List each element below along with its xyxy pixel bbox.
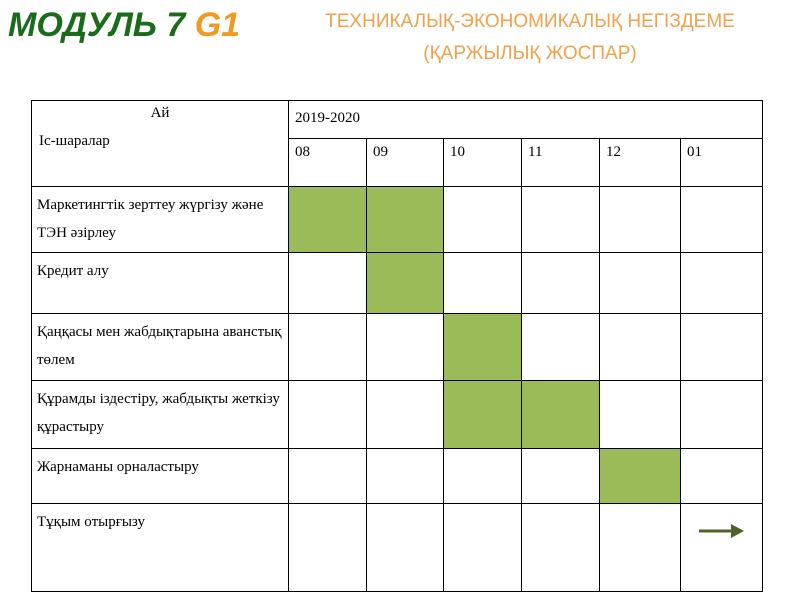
schedule-cell-filled <box>444 314 522 381</box>
schedule-cell-empty <box>522 253 600 314</box>
table-row <box>32 504 763 592</box>
module-label: МОДУЛЬ 7 <box>8 6 195 44</box>
schedule-cell-filled <box>367 187 444 253</box>
schedule-table <box>31 100 763 592</box>
schedule-cell-empty <box>681 449 763 504</box>
schedule-cell-empty <box>289 449 367 504</box>
schedule-cell-empty <box>522 449 600 504</box>
schedule-cell-empty <box>289 381 367 449</box>
activity-label: Құрамды іздестіру, жабдықты жеткізу құрастыру <box>32 381 289 449</box>
header-corner-cell <box>32 101 289 187</box>
activity-label: Қаңқасы мен жабдықтарына аванстық төлем <box>32 314 289 381</box>
schedule-cell-empty <box>367 504 444 592</box>
schedule-cell-empty <box>522 504 600 592</box>
activity-label: Тұқым отырғызу <box>32 504 289 592</box>
schedule-cell-empty <box>367 314 444 381</box>
schedule-cell-filled <box>522 381 600 449</box>
schedule-cell-filled <box>600 449 681 504</box>
schedule-cell-empty <box>367 381 444 449</box>
month-header-10: 10 <box>444 139 522 187</box>
schedule-cell-empty <box>289 314 367 381</box>
table-row <box>32 449 763 504</box>
page-subtitle <box>280 6 780 70</box>
schedule-cell-empty <box>289 253 367 314</box>
month-header-09: 09 <box>367 139 444 187</box>
table-row <box>32 253 763 314</box>
schedule-cell-empty <box>444 449 522 504</box>
schedule-cell-empty <box>681 187 763 253</box>
schedule-cell-empty <box>681 314 763 381</box>
schedule-cell-empty <box>522 187 600 253</box>
activity-label: Кредит алу <box>32 253 289 314</box>
month-header-11: 11 <box>522 139 600 187</box>
schedule-cell-empty <box>444 504 522 592</box>
table-row <box>32 187 763 253</box>
schedule-cell-empty <box>600 381 681 449</box>
schedule-cell-empty <box>600 253 681 314</box>
module-title <box>8 6 240 45</box>
schedule-cell-empty <box>600 187 681 253</box>
schedule-cell-empty <box>522 314 600 381</box>
activity-label: Жарнаманы орналастыру <box>32 449 289 504</box>
schedule-cell-filled <box>444 381 522 449</box>
schedule-cell-empty <box>367 449 444 504</box>
table-row <box>32 314 763 381</box>
schedule-cell-filled <box>367 253 444 314</box>
year-header: 2019-2020 <box>289 101 763 139</box>
month-header-01: 01 <box>681 139 763 187</box>
header-month-label: Ай <box>150 105 170 121</box>
table-row <box>32 381 763 449</box>
schedule-cell-empty <box>444 253 522 314</box>
schedule-cell-empty <box>600 504 681 592</box>
subtitle-line-1: ТЕХНИКАЛЫҚ-ЭКОНОМИКАЛЫҚ НЕГІЗДЕМЕ <box>325 11 735 32</box>
schedule-cell-empty <box>681 504 763 592</box>
activity-label: Маркетингтік зерттеу жүргізу және ТЭН әзірлеу <box>32 187 289 253</box>
month-header-12: 12 <box>600 139 681 187</box>
schedule-cell-empty <box>681 253 763 314</box>
schedule-cell-empty <box>681 381 763 449</box>
module-code: G1 <box>194 6 241 44</box>
schedule-cell-empty <box>289 504 367 592</box>
subtitle-line-2: (ҚАРЖЫЛЫҚ ЖОСПАР) <box>423 43 637 64</box>
schedule-cell-filled <box>289 187 367 253</box>
schedule-cell-empty <box>600 314 681 381</box>
header-activities-label: Іс-шаралар <box>39 133 110 149</box>
schedule-cell-empty <box>444 187 522 253</box>
month-header-08: 08 <box>289 139 367 187</box>
